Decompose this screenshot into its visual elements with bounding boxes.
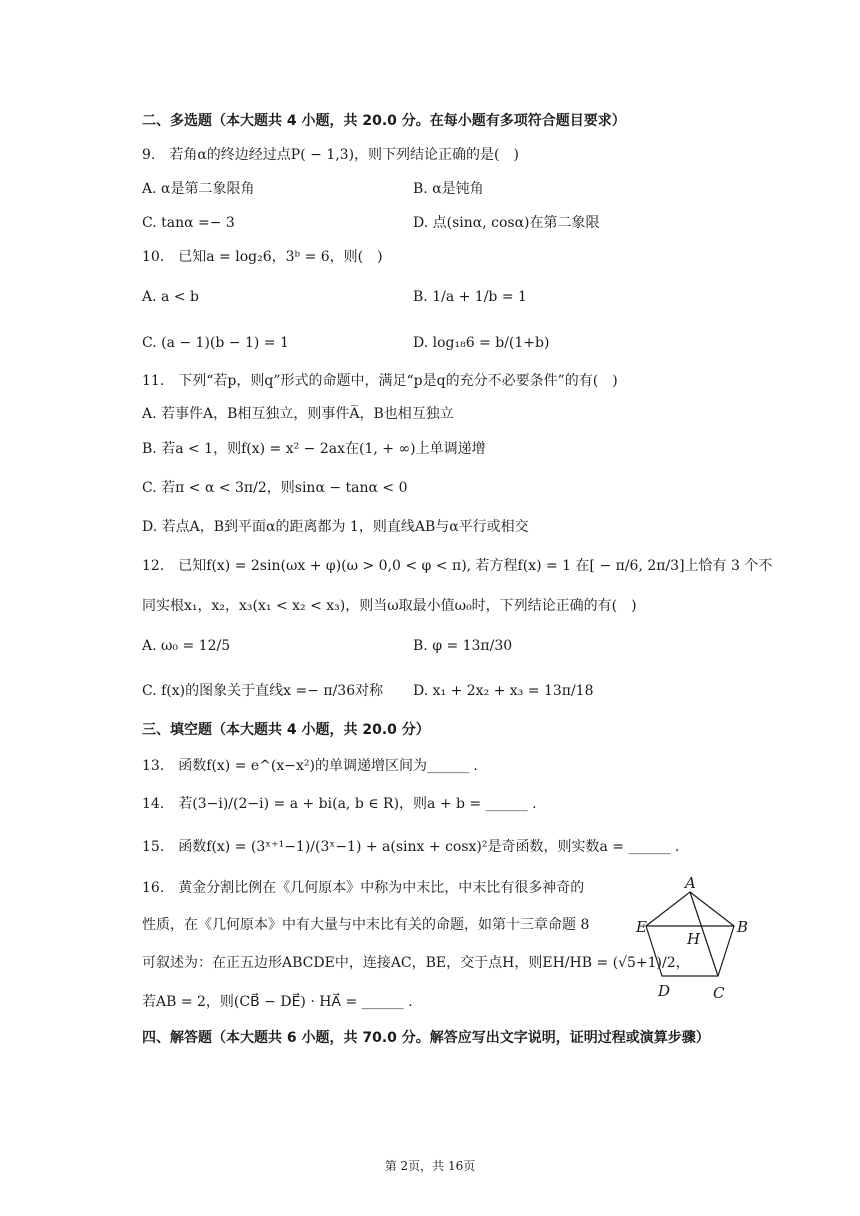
q9-option-c: C. tanα =− 3 [142,215,235,231]
q12-option-b: B. φ = 13π/30 [413,638,513,654]
q13: 13. 函数f(x) = e^(x−x²)的单调递增区间为______ . [142,758,478,774]
q16-line4: 若AB = 2，则(CB⃗ − DE⃗) · HA⃗ = ______ . [142,994,413,1010]
page-footer: 第 2页，共 16页 [384,1159,476,1173]
q9-option-d: D. 点(sinα, cosα)在第二象限 [413,215,600,231]
q11-stem: 11. 下列“若p，则q”形式的命题中，满足“p是q的充分不必要条件”的有( ) [142,373,618,389]
label-d: D [658,982,671,1000]
q16-line2: 性质，在《几何原本》中有大量与中末比有关的命题，如第十三章命题 8 [142,917,590,933]
q12-option-d: D. x₁ + 2x₂ + x₃ = 13π/18 [413,683,594,699]
q12-stem-line1: 12. 已知f(x) = 2sin(ωx + φ)(ω > 0,0 < φ < π), 若方程f(x) = 1 在[ − π/6, 2π/3]上恰有 3 个不 [142,558,773,574]
q16-line3: 可叙述为：在正五边形ABCDE中，连接AC，BE，交于点H，则EH/HB = (√5+1)/2， [142,955,690,971]
q11-option-a: A. 若事件A，B相互独立，则事件A̅，B也相互独立 [142,406,454,422]
q10-option-d: D. log₁₈6 = b/(1+b) [413,335,550,351]
label-h: H [687,930,701,948]
label-a: A [685,874,696,892]
q10-option-a: A. a < b [142,289,199,305]
section-4-heading: 四、解答题（本大题共 6 小题，共 70.0 分。解答应写出文字说明，证明过程或演算步骤） [142,1030,710,1046]
section-3-heading: 三、填空题（本大题共 4 小题，共 20.0 分） [142,722,430,738]
q14: 14. 若(3−i)/(2−i) = a + bi(a, b ∈ R)，则a + b = ______ . [142,796,537,812]
pentagon-figure [636,874,760,1004]
q9-option-b: B. α是钝角 [413,181,484,197]
q12-option-a: A. ω₀ = 12/5 [142,638,231,654]
q12-stem-line2: 同实根x₁，x₂，x₃(x₁ < x₂ < x₃)，则当ω取最小值ω₀时，下列结论正确的有( ) [142,598,637,614]
q11-option-b: B. 若a < 1，则f(x) = x² − 2ax在(1, + ∞)上单调递增 [142,441,486,457]
q16-line1: 16. 黄金分割比例在《几何原本》中称为中末比，中末比有很多神奇的 [142,880,585,896]
q9-stem: 9. 若角α的终边经过点P( − 1,3)，则下列结论正确的是( ) [142,147,519,163]
q10-option-b: B. 1/a + 1/b = 1 [413,289,527,305]
label-e: E [636,918,647,936]
q10-stem: 10. 已知a = log₂6，3ᵇ = 6，则( ) [142,249,383,265]
section-2-heading: 二、多选题（本大题共 4 小题，共 20.0 分。在每小题有多项符合题目要求） [142,113,626,129]
label-c: C [713,984,725,1002]
label-b: B [737,918,749,936]
q10-option-c: C. (a − 1)(b − 1) = 1 [142,335,289,351]
q12-option-c: C. f(x)的图象关于直线x =− π/36对称 [142,683,384,699]
q11-option-d: D. 若点A，B到平面α的距离都为 1，则直线AB与α平行或相交 [142,519,529,535]
q15: 15. 函数f(x) = (3ˣ⁺¹−1)/(3ˣ−1) + a(sinx + cosx)²是奇函数，则实数a = ______ . [142,839,680,855]
q11-option-c: C. 若π < α < 3π/2，则sinα − tanα < 0 [142,480,408,496]
q9-option-a: A. α是第二象限角 [142,181,255,197]
